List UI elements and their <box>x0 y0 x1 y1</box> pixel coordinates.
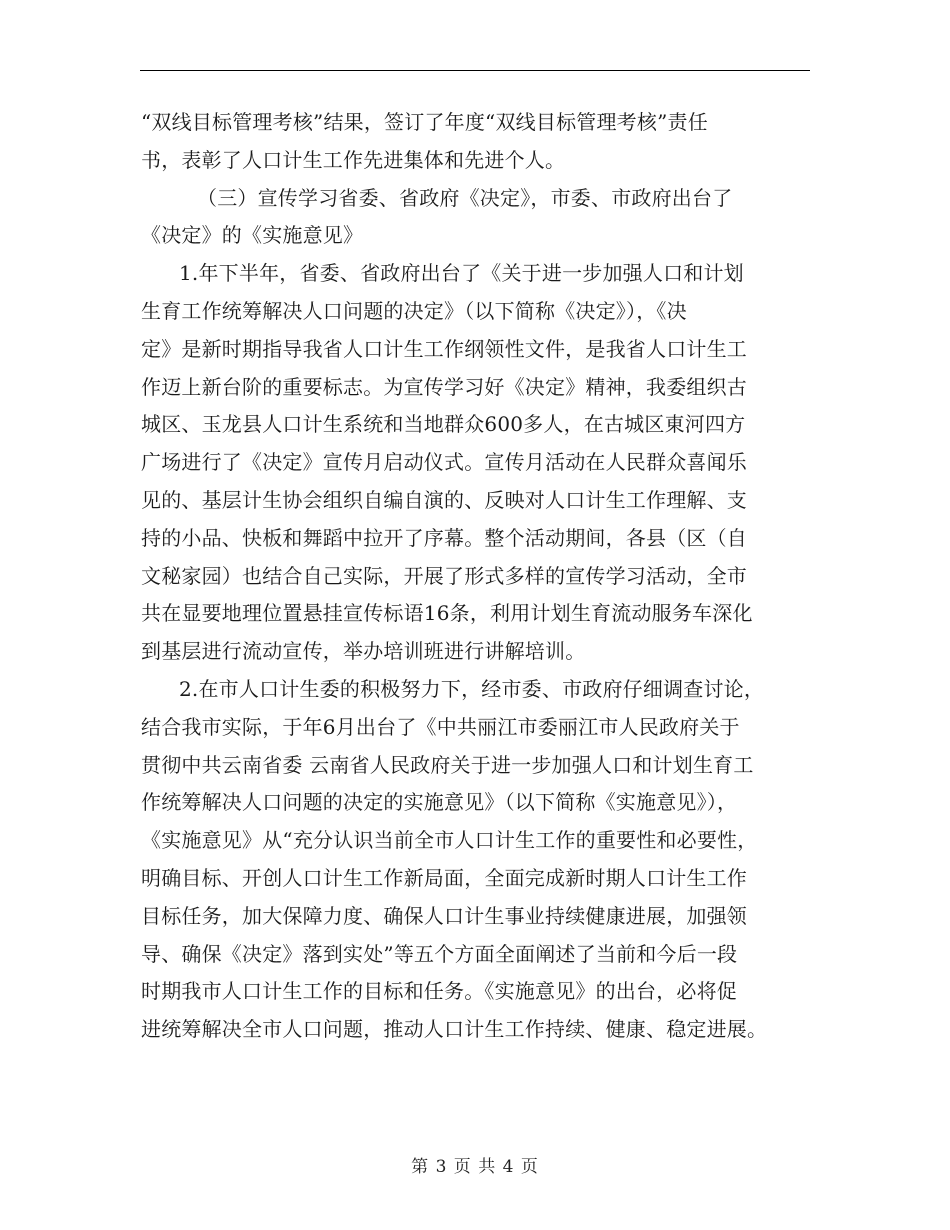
body-line: 作迈上新台阶的重要标志。为宣传学习好《决定》精神，我委组织古 <box>141 374 747 399</box>
paragraph-1-start: 1.年下半年，省委、省政府出台了《关于进一步加强人口和计划 <box>179 261 744 286</box>
body-line: 《实施意见》从“充分认识当前全市人口计生工作的重要性和必要性， <box>141 828 758 853</box>
section-heading: （三）宣传学习省委、省政府《决定》，市委、市政府出台了 <box>197 185 733 210</box>
section-heading-continued: 《决定》的《实施意见》 <box>141 223 364 248</box>
body-line: 导、确保《决定》落到实处”等五个方面全面阐述了当前和今后一段 <box>141 941 738 966</box>
body-line: 结合我市实际，于年6月出台了《中共丽江市委丽江市人民政府关于 <box>141 714 740 739</box>
body-line: 城区、玉龙县人口计生系统和当地群众600多人，在古城区東河四方 <box>141 412 746 437</box>
body-line: 书，表彰了人口计生工作先进集体和先进个人。 <box>141 147 566 172</box>
body-line: 见的、基层计生协会组织自编自演的、反映对人口计生工作理解、支 <box>141 487 747 512</box>
body-line: 作统筹解决人口问题的决定的实施意见》（以下简称《实施意见》）， <box>141 790 738 815</box>
body-line: 共在显要地理位置悬挂宣传标语16条，利用计划生育流动服务车深化 <box>141 601 753 626</box>
body-line: 到基层进行流动宣传，举办培训班进行讲解培训。 <box>141 639 586 664</box>
body-line: “双线目标管理考核”结果，签订了年度“双线目标管理考核”责任 <box>141 110 708 134</box>
body-line: 持的小品、快板和舞蹈中拉开了序幕。整个活动期间，各县（区（自 <box>141 525 747 550</box>
document-body <box>141 104 809 1049</box>
body-line: 生育工作统筹解决人口问题的决定》（以下简称《决定》），《决 <box>141 298 687 323</box>
body-line: 目标任务，加大保障力度、确保人口计生事业持续健康进展，加强领 <box>141 903 747 928</box>
body-line: 进统筹解决全市人口问题，推动人口计生工作持续、健康、稳定进展。 <box>141 1017 768 1042</box>
body-line: 定》是新时期指导我省人口计生工作纲领性文件，是我省人口计生工 <box>141 336 747 361</box>
body-line: 广场进行了《决定》宣传月启动仪式。宣传月活动在人民群众喜闻乐 <box>141 450 747 475</box>
body-line: 时期我市人口计生工作的目标和任务。《实施意见》的出台，必将促 <box>141 979 737 1004</box>
body-line: 文秘家园）也结合自己实际，开展了形式多样的宣传学习活动，全市 <box>141 563 747 588</box>
page-number: 第 3 页 共 4 页 <box>411 1157 539 1177</box>
header-rule <box>140 70 810 71</box>
paragraph-2-start: 2.在市人口计生委的积极努力下，经市委、市政府仔细调查讨论， <box>179 676 765 701</box>
body-line: 明确目标、开创人口计生工作新局面，全面完成新时期人口计生工作 <box>141 865 747 890</box>
body-line: 贯彻中共云南省委 云南省人民政府关于进一步加强人口和计划生育工 <box>141 752 754 777</box>
